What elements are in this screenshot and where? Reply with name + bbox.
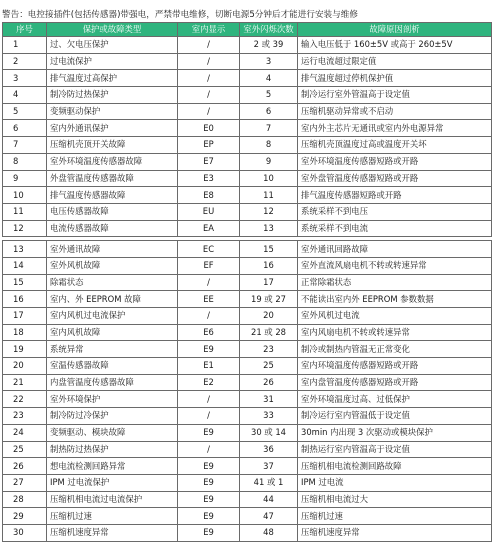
cell-index: 7 <box>3 137 47 154</box>
table-row <box>3 137 492 154</box>
cell-cause: 室外环境温度过高、过低保护 <box>298 391 492 408</box>
table-row <box>3 187 492 204</box>
cell-indoor-display: EE <box>178 291 240 308</box>
cell-cause: 压缩机过速 <box>298 508 492 525</box>
cell-indoor-display: EC <box>178 241 240 258</box>
cell-indoor-display: / <box>178 87 240 104</box>
cell-outdoor-flashes: 26 <box>240 374 298 391</box>
cell-indoor-display: E1 <box>178 358 240 375</box>
cell-cause: 30min 内出现 3 次驱动或模块保护 <box>298 424 492 441</box>
cell-index: 12 <box>3 220 47 237</box>
cell-cause: 室外盘管温度传感器短路或开路 <box>298 170 492 187</box>
cell-cause: 室内风扇电机不转或转速异常 <box>298 324 492 341</box>
cell-index: 15 <box>3 274 47 291</box>
cell-fault-type: 变频驱动、模块故障 <box>47 424 178 441</box>
cell-cause: 运行电流超过限定值 <box>298 53 492 70</box>
cell-cause: 制冷运行室外管温高于设定值 <box>298 87 492 104</box>
cell-fault-type: 过、欠电压保护 <box>47 37 178 54</box>
cell-index: 26 <box>3 458 47 475</box>
fault-code-table <box>2 22 492 542</box>
table-row <box>3 358 492 375</box>
cell-fault-type: 室温传感器故障 <box>47 358 178 375</box>
cell-indoor-display: E2 <box>178 374 240 391</box>
cell-indoor-display: / <box>178 103 240 120</box>
cell-indoor-display: E6 <box>178 324 240 341</box>
cell-indoor-display: E9 <box>178 474 240 491</box>
cell-outdoor-flashes: 11 <box>240 187 298 204</box>
table-row <box>3 170 492 187</box>
cell-cause: 压缩机相电流过大 <box>298 491 492 508</box>
cell-index: 18 <box>3 324 47 341</box>
cell-outdoor-flashes: 16 <box>240 257 298 274</box>
cell-index: 27 <box>3 474 47 491</box>
cell-cause: IPM 过电流 <box>298 474 492 491</box>
cell-fault-type: 压缩机壳顶开关故障 <box>47 137 178 154</box>
cell-indoor-display: E9 <box>178 491 240 508</box>
cell-cause: 系统采样不到电流 <box>298 220 492 237</box>
table-row <box>3 70 492 87</box>
cell-indoor-display: E9 <box>178 341 240 358</box>
cell-cause: 室内盘管温度传感器短路或开路 <box>298 374 492 391</box>
table-row <box>3 203 492 220</box>
table-row <box>3 37 492 54</box>
cell-fault-type: 排气温度过高保护 <box>47 70 178 87</box>
table-row <box>3 424 492 441</box>
cell-fault-type: 内盘管温度传感器故障 <box>47 374 178 391</box>
cell-outdoor-flashes: 13 <box>240 220 298 237</box>
cell-outdoor-flashes: 20 <box>240 308 298 325</box>
cell-fault-type: 室内风机过电流保护 <box>47 308 178 325</box>
cell-index: 13 <box>3 241 47 258</box>
cell-index: 6 <box>3 120 47 137</box>
cell-cause: 输入电压低于 160±5V 或高于 260±5V <box>298 37 492 54</box>
cell-indoor-display: E9 <box>178 424 240 441</box>
cell-index: 24 <box>3 424 47 441</box>
cell-cause: 制冷或制热内管温无正常变化 <box>298 341 492 358</box>
cell-cause: 压缩机驱动异常或不启动 <box>298 103 492 120</box>
cell-cause: 室外风机过电流 <box>298 308 492 325</box>
table-row <box>3 308 492 325</box>
cell-fault-type: 室外环境温度传感器故障 <box>47 153 178 170</box>
cell-outdoor-flashes: 2 或 39 <box>240 37 298 54</box>
cell-fault-type: 压缩机速度异常 <box>47 524 178 541</box>
cell-outdoor-flashes: 48 <box>240 524 298 541</box>
cell-outdoor-flashes: 7 <box>240 120 298 137</box>
cell-cause: 室外直流风扇电机不转或转速异常 <box>298 257 492 274</box>
cell-indoor-display: E0 <box>178 120 240 137</box>
table-row <box>3 87 492 104</box>
cell-fault-type: 制冷防过冷保护 <box>47 408 178 425</box>
cell-indoor-display: EU <box>178 203 240 220</box>
cell-fault-type: 室外环境保护 <box>47 391 178 408</box>
cell-outdoor-flashes: 44 <box>240 491 298 508</box>
table-row <box>3 274 492 291</box>
cell-indoor-display: E3 <box>178 170 240 187</box>
cell-outdoor-flashes: 12 <box>240 203 298 220</box>
cell-cause: 系统采样不到电压 <box>298 203 492 220</box>
cell-cause: 室内外主芯片无通讯或室内外电源异常 <box>298 120 492 137</box>
cell-outdoor-flashes: 4 <box>240 70 298 87</box>
cell-indoor-display: EP <box>178 137 240 154</box>
cell-index: 8 <box>3 153 47 170</box>
table-row <box>3 374 492 391</box>
cell-index: 16 <box>3 291 47 308</box>
cell-indoor-display: / <box>178 37 240 54</box>
cell-fault-type: 想电流检测回路异常 <box>47 458 178 475</box>
cell-index: 5 <box>3 103 47 120</box>
cell-outdoor-flashes: 3 <box>240 53 298 70</box>
cell-index: 19 <box>3 341 47 358</box>
cell-fault-type: 排气温度传感器故障 <box>47 187 178 204</box>
cell-indoor-display: E8 <box>178 187 240 204</box>
cell-fault-type: 压缩机相电流过电流保护 <box>47 491 178 508</box>
table-row <box>3 257 492 274</box>
cell-cause: 制热运行室内管温高于设定值 <box>298 441 492 458</box>
cell-fault-type: 除霜状态 <box>47 274 178 291</box>
cell-indoor-display: / <box>178 308 240 325</box>
cell-cause: 压缩机壳顶温度过高或温度开关坏 <box>298 137 492 154</box>
header-outdoor-flashes: 室外闪烁次数 <box>240 23 298 37</box>
table-row <box>3 241 492 258</box>
cell-indoor-display: / <box>178 53 240 70</box>
cell-outdoor-flashes: 23 <box>240 341 298 358</box>
cell-outdoor-flashes: 8 <box>240 137 298 154</box>
table-header-row <box>3 23 492 37</box>
cell-outdoor-flashes: 10 <box>240 170 298 187</box>
cell-outdoor-flashes: 17 <box>240 274 298 291</box>
cell-indoor-display: E9 <box>178 508 240 525</box>
cell-indoor-display: EF <box>178 257 240 274</box>
cell-outdoor-flashes: 15 <box>240 241 298 258</box>
table-row <box>3 53 492 70</box>
cell-cause: 排气温度超过停机保护值 <box>298 70 492 87</box>
cell-index: 23 <box>3 408 47 425</box>
cell-index: 29 <box>3 508 47 525</box>
cell-cause: 压缩机速度异常 <box>298 524 492 541</box>
cell-outdoor-flashes: 36 <box>240 441 298 458</box>
cell-outdoor-flashes: 21 或 28 <box>240 324 298 341</box>
cell-indoor-display: / <box>178 274 240 291</box>
header-indoor-display: 室内显示 <box>178 23 240 37</box>
table-row <box>3 508 492 525</box>
cell-outdoor-flashes: 41 或 1 <box>240 474 298 491</box>
cell-cause: 室外环境温度传感器短路或开路 <box>298 153 492 170</box>
table-row <box>3 491 492 508</box>
cell-index: 21 <box>3 374 47 391</box>
cell-outdoor-flashes: 37 <box>240 458 298 475</box>
cell-outdoor-flashes: 5 <box>240 87 298 104</box>
cell-outdoor-flashes: 47 <box>240 508 298 525</box>
cell-index: 10 <box>3 187 47 204</box>
cell-fault-type: 制冷防过热保护 <box>47 87 178 104</box>
cell-fault-type: 室外风机故障 <box>47 257 178 274</box>
cell-cause: 排气温度传感器短路或开路 <box>298 187 492 204</box>
cell-outdoor-flashes: 30 或 14 <box>240 424 298 441</box>
table-row <box>3 474 492 491</box>
warning-text: 警告：电控接插件(包括传感器)带强电，严禁带电维修，切断电源5分钟后才能进行安装与维修 <box>2 10 358 20</box>
table-row <box>3 324 492 341</box>
cell-cause: 制冷运行室内管温低于设定值 <box>298 408 492 425</box>
cell-outdoor-flashes: 6 <box>240 103 298 120</box>
cell-indoor-display: EA <box>178 220 240 237</box>
cell-index: 4 <box>3 87 47 104</box>
cell-fault-type: 电压传感器故障 <box>47 203 178 220</box>
cell-index: 3 <box>3 70 47 87</box>
table-row <box>3 408 492 425</box>
table-row <box>3 341 492 358</box>
cell-outdoor-flashes: 9 <box>240 153 298 170</box>
cell-index: 30 <box>3 524 47 541</box>
table-row <box>3 220 492 237</box>
cell-index: 22 <box>3 391 47 408</box>
table-row <box>3 291 492 308</box>
cell-index: 11 <box>3 203 47 220</box>
cell-fault-type: 外盘管温度传感器故障 <box>47 170 178 187</box>
cell-cause: 不能读出室内外 EEPROM 参数数据 <box>298 291 492 308</box>
cell-index: 28 <box>3 491 47 508</box>
cell-indoor-display: / <box>178 391 240 408</box>
cell-fault-type: 室外通讯故障 <box>47 241 178 258</box>
cell-index: 1 <box>3 37 47 54</box>
header-cause-analysis: 故障原因剖析 <box>298 23 492 37</box>
cell-indoor-display: E9 <box>178 458 240 475</box>
cell-fault-type: 系统异常 <box>47 341 178 358</box>
cell-indoor-display: / <box>178 70 240 87</box>
cell-fault-type: 变频驱动保护 <box>47 103 178 120</box>
cell-index: 17 <box>3 308 47 325</box>
cell-indoor-display: E9 <box>178 524 240 541</box>
cell-indoor-display: / <box>178 441 240 458</box>
cell-index: 9 <box>3 170 47 187</box>
table-row <box>3 441 492 458</box>
cell-indoor-display: / <box>178 408 240 425</box>
cell-outdoor-flashes: 25 <box>240 358 298 375</box>
cell-cause: 室内环境温度传感器短路或开路 <box>298 358 492 375</box>
table-body <box>3 37 492 542</box>
cell-outdoor-flashes: 19 或 27 <box>240 291 298 308</box>
table-row <box>3 103 492 120</box>
cell-fault-type: 过电流保护 <box>47 53 178 70</box>
table-row <box>3 120 492 137</box>
cell-fault-type: 室内外通讯保护 <box>47 120 178 137</box>
table-row <box>3 391 492 408</box>
cell-fault-type: 室内风机故障 <box>47 324 178 341</box>
cell-fault-type: 制热防过热保护 <box>47 441 178 458</box>
header-index: 序号 <box>3 23 47 37</box>
cell-fault-type: 压缩机过速 <box>47 508 178 525</box>
cell-outdoor-flashes: 33 <box>240 408 298 425</box>
header-fault-type: 保护或故障类型 <box>47 23 178 37</box>
cell-index: 14 <box>3 257 47 274</box>
cell-cause: 室外通讯回路故障 <box>298 241 492 258</box>
cell-fault-type: 电流传感器故障 <box>47 220 178 237</box>
cell-cause: 正常除霜状态 <box>298 274 492 291</box>
cell-cause: 压缩机相电流检测回路故障 <box>298 458 492 475</box>
cell-indoor-display: E7 <box>178 153 240 170</box>
table-row <box>3 458 492 475</box>
cell-fault-type: 室内、外 EEPROM 故障 <box>47 291 178 308</box>
cell-index: 25 <box>3 441 47 458</box>
cell-fault-type: IPM 过电流保护 <box>47 474 178 491</box>
cell-index: 2 <box>3 53 47 70</box>
cell-index: 20 <box>3 358 47 375</box>
table-row <box>3 153 492 170</box>
cell-outdoor-flashes: 31 <box>240 391 298 408</box>
